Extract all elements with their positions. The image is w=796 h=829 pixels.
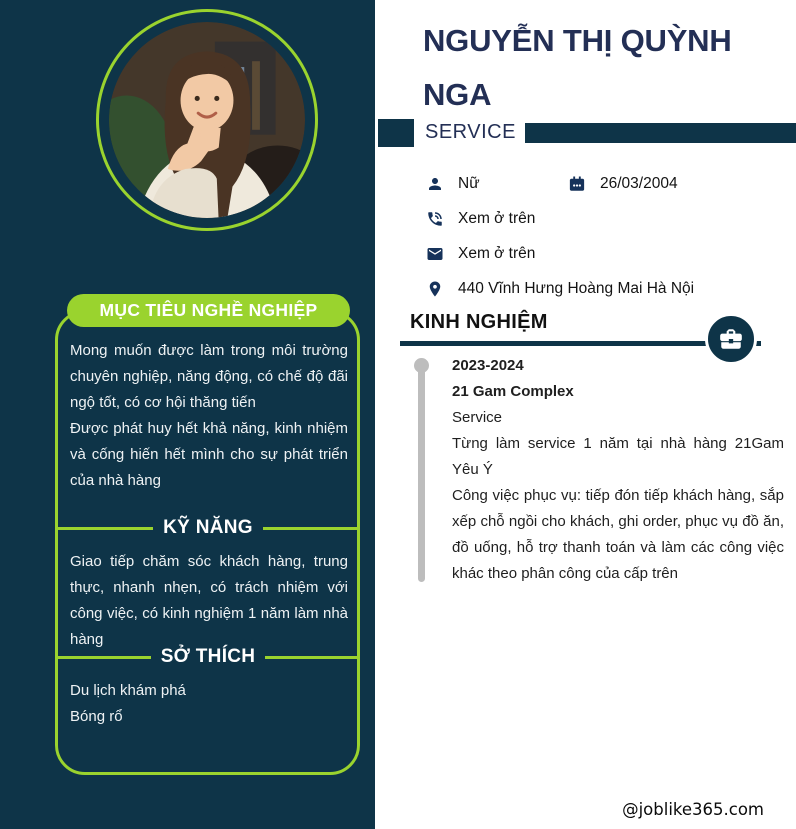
avatar [109, 22, 305, 218]
birthday-value: 26/03/2004 [600, 174, 678, 192]
experience-period: 2023-2024 [452, 357, 524, 374]
page-title: NGUYỄN THỊ QUỲNH NGA [423, 23, 732, 112]
gender-cell [425, 174, 567, 194]
job-title-label: SERVICE [425, 121, 516, 143]
contact-row [425, 201, 796, 236]
experience-company: 21 Gam Complex [452, 383, 574, 400]
skills-paragraph: Giao tiếp chăm sóc khách hàng, trung thực, nhanh nhẹn, có trách nhiệm với công việc, có kinh nghiệm 1 năm làm nhà hàng [70, 553, 348, 648]
phone-value: Xem ở trên [458, 209, 536, 227]
experience-description: Công việc phục vụ: tiếp đón tiếp khách hàng, sắp xếp chỗ ngồi cho khách, ghi order, phục vụ đồ ăn, đồ uống, hỗ trợ thanh toán và làm các công việc khác theo phân công của cấp trên [452, 487, 784, 582]
contact-row [425, 166, 796, 201]
hobby-item: Bóng rổ [70, 708, 123, 725]
gender-value: Nữ [458, 174, 480, 192]
job-title-banner [375, 118, 796, 147]
email-value: Xem ở trên [458, 244, 536, 262]
calendar-icon [567, 174, 587, 194]
birthday-cell [567, 174, 678, 194]
skills-section-heading [58, 517, 358, 539]
hobby-list [70, 678, 348, 730]
contact-row [425, 236, 796, 271]
briefcase-badge [705, 313, 757, 365]
banner-right-bar [525, 123, 796, 143]
objective-paragraph: Mong muốn được làm trong môi trường chuyên nghiệp, năng động, có chế độ đãi ngộ tốt, có cơ hội thăng tiến [70, 342, 348, 411]
profile-photo-illustration [109, 22, 305, 218]
hobby-item: Du lịch khám phá [70, 682, 186, 699]
skills-section-title: KỸ NĂNG [163, 517, 253, 538]
experience-entry [452, 353, 784, 587]
hobbies-section-heading [58, 646, 358, 668]
address-value: 440 Vĩnh Hưng Hoàng Mai Hà Nội [458, 279, 695, 297]
hobbies-section-title: SỞ THÍCH [160, 646, 256, 667]
heading-rule-right [265, 656, 358, 659]
banner-left-block [378, 119, 414, 147]
heading-rule-left [58, 656, 151, 659]
person-icon [425, 174, 445, 194]
phone-icon [425, 209, 445, 229]
heading-rule-right [263, 527, 358, 530]
heading-rule-left [58, 527, 153, 530]
avatar-ring [96, 9, 318, 231]
experience-section-title: KINH NGHIỆM [410, 311, 548, 333]
experience-description: Từng làm service 1 năm tại nhà hàng 21Gam Yêu Ý [452, 435, 784, 478]
contact-info [425, 166, 796, 306]
objective-text [70, 338, 348, 494]
objective-section-title: MỤC TIÊU NGHỀ NGHIỆP [67, 294, 350, 327]
skills-text [70, 549, 348, 653]
objective-paragraph: Được phát huy hết khả năng, kinh nhiệm và cống hiến hết mình cho sự phát triển của nhà hàng [70, 420, 348, 489]
contact-row [425, 271, 796, 306]
briefcase-icon [718, 326, 744, 352]
experience-role: Service [452, 409, 503, 426]
watermark: @joblike365.com [622, 800, 764, 819]
location-pin-icon [425, 279, 445, 299]
timeline-line [418, 366, 425, 582]
email-icon [425, 244, 445, 264]
